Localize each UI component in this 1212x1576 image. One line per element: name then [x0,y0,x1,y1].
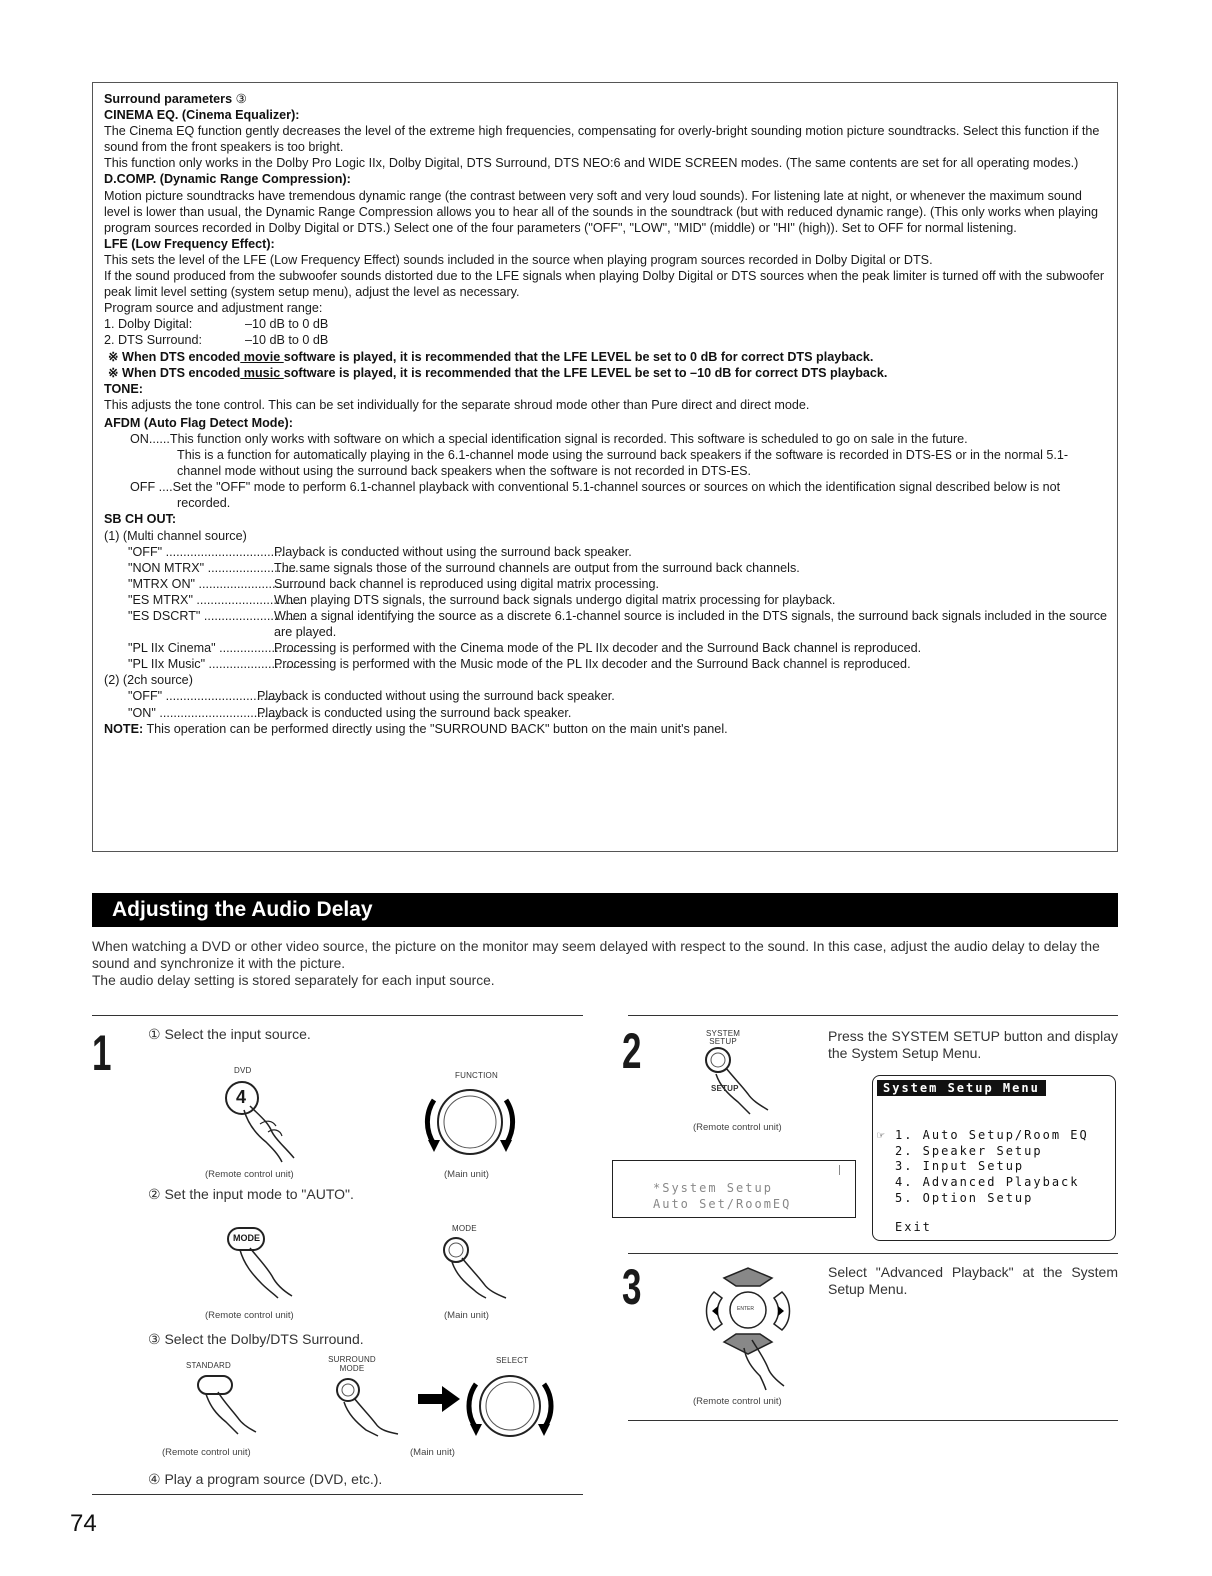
sbch-key: "MTRX ON" .............................. [128,576,304,591]
step3-instruction: Select "Advanced Playback" at the System Setup Menu. [828,1264,1118,1297]
sbch-key: "NON MTRX" .......................... [128,560,299,575]
surround-title-text: Surround parameters [104,92,233,106]
menu-item[interactable]: 1. Auto Setup/Room EQ [895,1128,1089,1142]
sbch-desc: Processing is performed with the Music mode of the PL IIx decoder and the Surround Back channel is reproduced. [274,657,911,672]
sbch-desc: When a signal identifying the source as a discrete 6.1-channel source is included in the DTS signals, the surround back signals included in the source are played. [274,609,1108,640]
sbch-2ch-title: (2) (2ch source) [104,673,193,688]
sbch-key: "OFF" .................................. [128,689,285,704]
surround-note [104,721,1110,737]
lfe-range-2-label: 2. DTS Surround: [104,333,202,348]
sbch-item-pl-cinema [104,640,1110,656]
sbch-key: "OFF" .................................. [128,544,285,559]
mode-main-label: MODE [452,1224,477,1233]
lfe-range-1-value: –10 dB to 0 dB [245,317,329,332]
sbch-item-es-dscrt [104,608,1110,640]
step3-bottom-rule [628,1420,1118,1421]
sbch-key: "PL IIx Cinema" ........................... [128,641,314,656]
afdm-on-detail: This is a function for automatically playing in the 6.1-channel mode using the surround back speakers if the software is recorded in DTS-ES or in the normal 5.1-channel mode without using the surround back speakers when the software is not recorded in DTS-ES. [177,448,1069,479]
step1-number: 1 [92,1025,112,1081]
sbch-key: "ES DSCRT" ............................. [128,609,306,623]
sbch-item-mtrx-on [104,576,1110,592]
surround-title-num: ③ [235,92,247,106]
lfe-text-3: Program source and adjustment range: [104,301,323,316]
menu-cursor-icon: ☞ [877,1128,887,1142]
menu-item[interactable]: 3. Input Setup [895,1159,1025,1174]
surround-mode-label-2: MODE [339,1364,365,1373]
step1-caption-remote-3: (Remote control unit) [162,1447,251,1458]
sbch-desc: When playing DTS signals, the surround back signals undergo digital matrix processing for playback. [274,592,836,607]
sbch-desc: The same signals those of the surround channels are output from the surround back channels. [274,560,800,575]
lfe-range-1-label: 1. Dolby Digital: [104,317,193,332]
system-setup-menu-osd [872,1075,1116,1241]
step2-number: 2 [622,1023,642,1079]
lcd-display [612,1160,856,1218]
step1-top-rule [92,1015,583,1016]
sbch-2ch-item-off [104,688,1110,704]
step3-top-rule [628,1253,1118,1254]
menu-item[interactable]: 2. Speaker Setup [895,1143,1043,1158]
lfe-note-music-pre: ※ When DTS encoded [108,365,241,380]
dcomp-text: Motion picture soundtracks have tremendous dynamic range (the contrast between very soft and very loud sounds). For listening late at night, or whenever the maximum sound level is lower than usual, the Dynamic Range Compression allows you to hear all of the sounds in the soundtrack (but with reduced dynamic range). (This only works when playing program sources recorded in Dolby Digital or DTS.) Select one of the four parameters ("OFF", "LOW", "MID" (middle) or "HI" (high)). Set to OFF for normal listening. [104,188,1099,235]
step1-caption-main-2: (Main unit) [444,1310,489,1321]
lfe-note-movie-post: software is played, it is recommended that the LFE LEVEL be set to 0 dB for correct DTS playback. [283,349,874,364]
step1-caption-main-3: (Main unit) [410,1447,455,1458]
step1-caption-remote-2: (Remote control unit) [205,1310,294,1321]
step3-number: 3 [622,1259,642,1315]
afdm-on: ON......This function only works with software on which a special identification signal is recorded. This software is scheduled to go on sale in the future. [130,431,968,446]
lfe-note-music-underline: music [240,365,284,380]
step1-bottom-rule [92,1494,583,1495]
system-setup-button-icon[interactable] [700,1046,780,1116]
note-label: NOTE: [104,721,144,736]
system-setup-label-1: SYSTEM [706,1029,741,1038]
menu-item[interactable]: 5. Option Setup [895,1190,1034,1205]
sbch-desc: Playback is conducted using the surround back speaker. [257,705,572,720]
system-setup-label [706,1030,740,1046]
menu-title: System Setup Menu [877,1080,1046,1096]
standard-button-icon[interactable] [190,1372,270,1436]
sbch-key: "PL IIx Music" ............................. [128,657,311,672]
sbch-desc: Playback is conducted without using the surround back speaker. [257,689,615,704]
sbch-item-non-mtrx [104,560,1110,576]
setup-label: SETUP [711,1084,739,1093]
step1-instruction-3: ③ Select the Dolby/DTS Surround. [148,1331,364,1347]
lcd-line-2: Auto Set/RoomEQ [653,1197,792,1211]
lfe-text-2: If the sound produced from the subwoofer sounds distorted due to the LFE signals when playing Dolby Digital or DTS sources when the peak limiter is turned off with the subwoofer peak limit level setting (system setup menu), adjust the level as necessary. [104,269,1105,300]
step2-instruction: Press the SYSTEM SETUP button and display the System Setup Menu. [828,1028,1118,1061]
surround-title [104,91,1110,107]
step3-caption-remote: (Remote control unit) [693,1396,782,1407]
lfe-note-movie-underline: movie [240,349,284,364]
mode-button-label: MODE [233,1233,260,1243]
dvd-label: DVD [234,1066,252,1075]
lfe-heading: LFE (Low Frequency Effect): [104,236,275,251]
sbch-desc: Surround back channel is reproduced using digital matrix processing. [274,576,660,591]
sbch-item-pl-music [104,656,1110,672]
dvd-4-label: 4 [236,1087,247,1107]
lcd-line-1: *System Setup [653,1181,773,1195]
step1-instruction-4: ④ Play a program source (DVD, etc.). [148,1471,383,1487]
surround-parameters-content [104,91,1110,737]
surround-mode-label-1: SURROUND [328,1355,376,1364]
sbch-key: "ES MTRX" .............................. [128,592,302,607]
lfe-range-1 [104,316,1110,332]
menu-item[interactable]: 4. Advanced Playback [895,1175,1080,1190]
select-label: SELECT [496,1356,529,1365]
step1-caption-main-1: (Main unit) [444,1169,489,1180]
dvd-4-button-icon[interactable] [220,1076,310,1164]
sbch-item-off [104,544,1110,560]
sbch-item-es-mtrx [104,592,1110,608]
dcomp-heading: D.COMP. (Dynamic Range Compression): [104,172,351,187]
sbch-multi-title: (1) (Multi channel source) [104,528,247,543]
note-text: This operation can be performed directly using the "SURROUND BACK" button on the main unit's panel. [143,721,728,736]
afdm-heading: AFDM (Auto Flag Detect Mode): [104,415,293,430]
lfe-range-2-value: –10 dB to 0 dB [245,333,329,348]
step1-caption-remote-1: (Remote control unit) [205,1169,294,1180]
lfe-note-music [104,365,1110,381]
sbch-2ch-item-on [104,705,1110,721]
cinema-eq-text: The Cinema EQ function gently decreases the level of the extreme high frequencies, compensating for overly-bright sounding motion picture soundtracks. Select this function if the sound from the front speakers is too bright. [104,124,1100,155]
system-setup-label-2: SETUP [709,1037,737,1046]
tone-heading: TONE: [104,381,143,396]
select-knob-icon[interactable] [464,1366,560,1446]
sbch-desc: Processing is performed with the Cinema mode of the PL IIx decoder and the Surround Back channel is reproduced. [274,641,922,656]
sbch-key: "ON" ................................... [128,705,282,720]
lfe-range-2 [104,332,1110,348]
function-knob-icon[interactable] [420,1080,524,1164]
menu-exit[interactable]: Exit [895,1220,932,1234]
surround-mode-label [322,1355,382,1373]
section-title-banner: Adjusting the Audio Delay [92,893,1118,927]
step2-top-rule [628,1015,1118,1016]
enter-label: ENTER [737,1306,754,1312]
cinema-eq-text-2: This function only works in the Dolby Pro Logic IIx, Dolby Digital, DTS Surround, DTS NEO:6 and WIDE SCREEN modes. (The same contents are set for all operating modes.) [104,156,1079,171]
lfe-note-movie-pre: ※ When DTS encoded [108,349,241,364]
lfe-text: This sets the level of the LFE (Low Frequency Effect) sounds included in the source when playing program sources recorded in Dolby Digital or DTS. [104,252,933,267]
surround-mode-button-icon[interactable] [332,1376,408,1436]
intro-paragraph-1: When watching a DVD or other video source, the picture on the monitor may seem delayed with respect to the sound. In this case, adjust the audio delay to delay the sound and synchronize it with the picture. [92,939,1100,971]
surround-parameters-box [92,82,1118,852]
right-arrow-icon [416,1384,462,1414]
standard-label: STANDARD [186,1361,232,1370]
lfe-note-music-post: software is played, it is recommended that the LFE LEVEL be set to –10 dB for correct DTS playback. [283,365,888,380]
menu-items [895,1128,1089,1207]
cinema-eq-heading: CINEMA EQ. (Cinema Equalizer): [104,108,300,123]
page-number: 74 [70,1510,97,1537]
lfe-note-movie [104,349,1110,365]
tone-text: This adjusts the tone control. This can be set individually for the separate shroud mode other than Pure direct and direct mode. [104,397,810,412]
step1-instruction-2: ② Set the input mode to "AUTO". [148,1186,354,1202]
cursor-pad-icon[interactable] [690,1262,814,1394]
afdm-off: OFF ....Set the "OFF" mode to perform 6.1-channel playback with conventional 5.1-channel sources or sources on which the identification signal described below is not recorded. [130,480,1061,511]
sbch-desc: Playback is conducted without using the surround back speaker. [274,544,632,559]
mode-button-main-icon[interactable] [440,1234,516,1298]
sbch-heading: SB CH OUT: [104,512,177,527]
intro-paragraph-2: The audio delay setting is stored separately for each input source. [92,972,495,988]
step2-caption-remote: (Remote control unit) [693,1122,782,1133]
lcd-cursor [839,1165,840,1175]
intro-text [92,939,1118,989]
step1-instruction-1: ① Select the input source. [148,1026,311,1042]
function-label: FUNCTION [455,1071,498,1080]
